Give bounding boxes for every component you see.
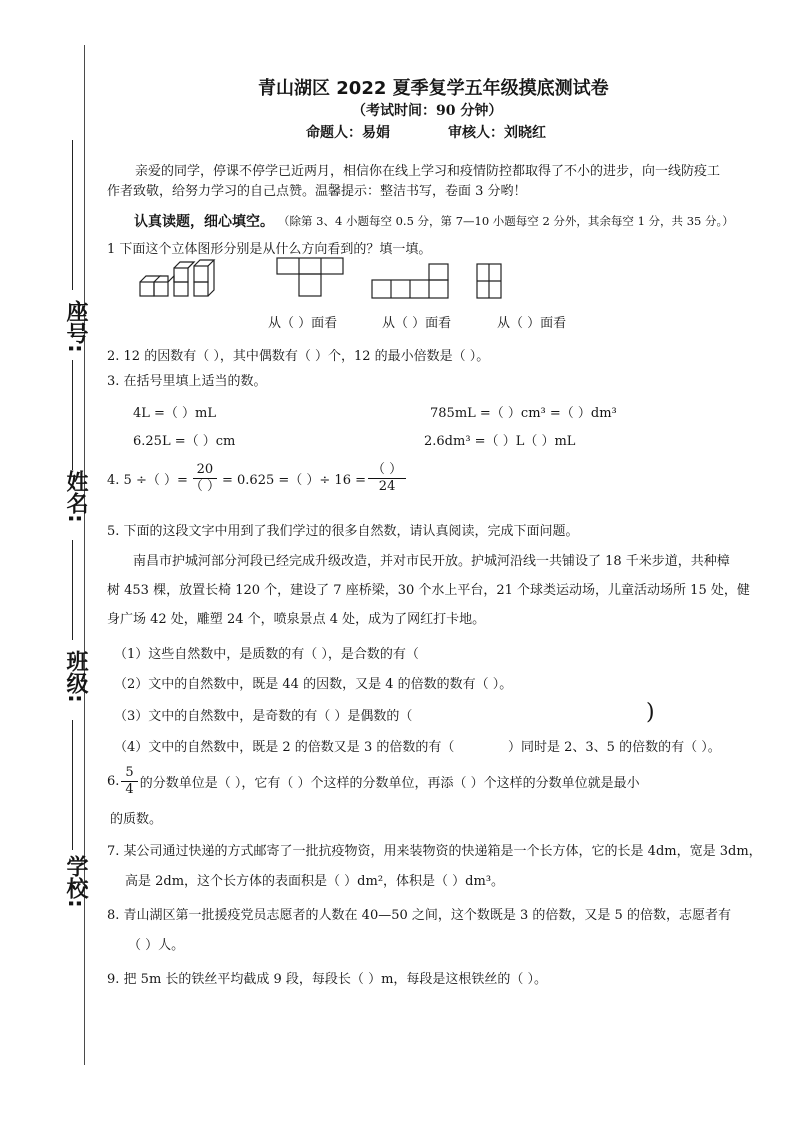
- q1-view-2[interactable]: 从（ ）面看: [382, 316, 452, 331]
- q1-view-1[interactable]: 从（ ）面看: [268, 316, 338, 331]
- q6-row[interactable]: [107, 765, 640, 798]
- q1-text: 1 下面这个立体图形分别是从什么方向看到的？填一填。: [107, 242, 432, 257]
- view-1: [275, 256, 345, 302]
- school-label: 学校:: [63, 855, 88, 908]
- q6-fraction: $\frac{5}{4}$: [121, 765, 137, 798]
- q3-a[interactable]: 4L =（ ）mL: [133, 406, 217, 421]
- q3-b[interactable]: 785mL =（ ）cm³ =（ ）dm³: [430, 406, 617, 421]
- q4-fraction-1: $\frac{20}{( )}$: [189, 462, 220, 494]
- view-2: [370, 262, 450, 302]
- name-blank[interactable]: [72, 360, 73, 470]
- view-3: [475, 262, 505, 302]
- q5-s3-close-paren: ): [646, 700, 655, 725]
- setter: 命题人：易娟: [306, 125, 390, 141]
- section-heading: 认真读题，细心填空。: [134, 214, 274, 230]
- name-label: 姓名:: [63, 470, 88, 523]
- q5-s2[interactable]: （2）文中的自然数中，既是 44 的因数，又是 4 的倍数的数有（ ）。: [114, 677, 513, 692]
- q4-prefix: 4. 5 ÷（ ）=: [107, 473, 188, 488]
- reviewer: 审核人：刘晓红: [448, 125, 546, 141]
- q5-s1[interactable]: （1）这些自然数中，是质数的有（ ），是合数的有（: [114, 647, 419, 662]
- q3-d[interactable]: 2.6dm³ =（ ）L（ ）mL: [424, 434, 576, 449]
- q5-p3: 身广场 42 处，雕塑 24 个，喷泉景点 4 处，成为了网红打卡地。: [107, 612, 486, 627]
- exam-time: （考试时间：90 分钟）: [352, 103, 503, 119]
- q5-p2: 树 453 棵，放置长椅 120 个，建设了 7 座桥梁，30 个水上平台，21 个球类运动场，儿童活动场所 15 处，健: [107, 583, 750, 598]
- q7-line-1: 7. 某公司通过快递的方式邮寄了一批抗疫物资，用来装物资的快递箱是一个长方体，它的长是 4dm，宽是 3dm，: [107, 844, 762, 859]
- q6-prefix: 6.: [107, 774, 120, 789]
- intro-line-2: 作者致敬，给努力学习的自己点赞。温馨提示：整洁书写，卷面 3 分哟！: [107, 184, 527, 199]
- intro-line-1: 亲爱的同学，停课不停学已近两月，相信你在线上学习和疫情防控都取得了不小的进步，向一线防疫工: [135, 164, 721, 179]
- q5-s3[interactable]: （3）文中的自然数中，是奇数的有（ ）是偶数的（: [114, 709, 413, 724]
- q5-s4b[interactable]: ）同时是 2、3、5 的倍数的有（ ）。: [508, 740, 721, 755]
- q6-rest: 的分数单位是（ ），它有（ ）个这样的分数单位，再添（ ）个这样的分数单位就是最小: [139, 776, 640, 791]
- q7-line-2[interactable]: 高是 2dm，这个长方体的表面积是（ ）dm²，体积是（ ）dm³。: [125, 874, 505, 889]
- seat-blank[interactable]: [72, 140, 73, 290]
- class-blank[interactable]: [72, 540, 73, 640]
- solid-figure: [136, 258, 226, 308]
- q5-s4a[interactable]: （4）文中的自然数中，既是 2 的倍数又是 3 的倍数的有（: [114, 740, 455, 755]
- q3-text: 3. 在括号里填上适当的数。: [107, 374, 267, 389]
- q8-line-2[interactable]: （ ）人。: [128, 938, 185, 953]
- q1-view-3[interactable]: 从（ ）面看: [497, 316, 567, 331]
- class-label: 班级:: [63, 650, 88, 703]
- q3-c[interactable]: 6.25L =（ ）cm: [133, 434, 236, 449]
- q8-line-1: 8. 青山湖区第一批援疫党员志愿者的人数在 40—50 之间，这个数既是 3 的倍数，又是 5 的倍数，志愿者有: [107, 908, 731, 923]
- exam-title: 青山湖区 2022 夏季复学五年级摸底测试卷: [258, 78, 609, 99]
- q2-text[interactable]: 2. 12 的因数有（ ），其中偶数有（ ）个，12 的最小倍数是（ ）。: [107, 349, 490, 364]
- q4-fraction-2: $\frac{( )}{24}$: [368, 462, 406, 495]
- q4-row[interactable]: [107, 462, 408, 495]
- q6-line-2: 的质数。: [110, 812, 163, 827]
- school-blank[interactable]: [72, 720, 73, 850]
- binding-line: [84, 45, 85, 1065]
- q5-p1: 南昌市护城河部分河段已经完成升级改造，并对市民开放。护城河沿线一共铺设了 18 千米步道，共种樟: [133, 554, 730, 569]
- q4-middle: = 0.625 =（ ）÷ 16 =: [222, 473, 366, 488]
- section-note: （除第 3、4 小题每空 0.5 分，第 7—10 小题每空 2 分外，其余每空 1 分，共 35 分。）: [278, 214, 734, 228]
- q5-text: 5. 下面的这段文字中用到了我们学过的很多自然数，请认真阅读，完成下面问题。: [107, 524, 579, 539]
- seat-label: 座号:: [63, 300, 88, 353]
- q9-text[interactable]: 9. 把 5m 长的铁丝平均截成 9 段，每段长（ ）m，每段是这根铁丝的（ ）。: [107, 972, 548, 987]
